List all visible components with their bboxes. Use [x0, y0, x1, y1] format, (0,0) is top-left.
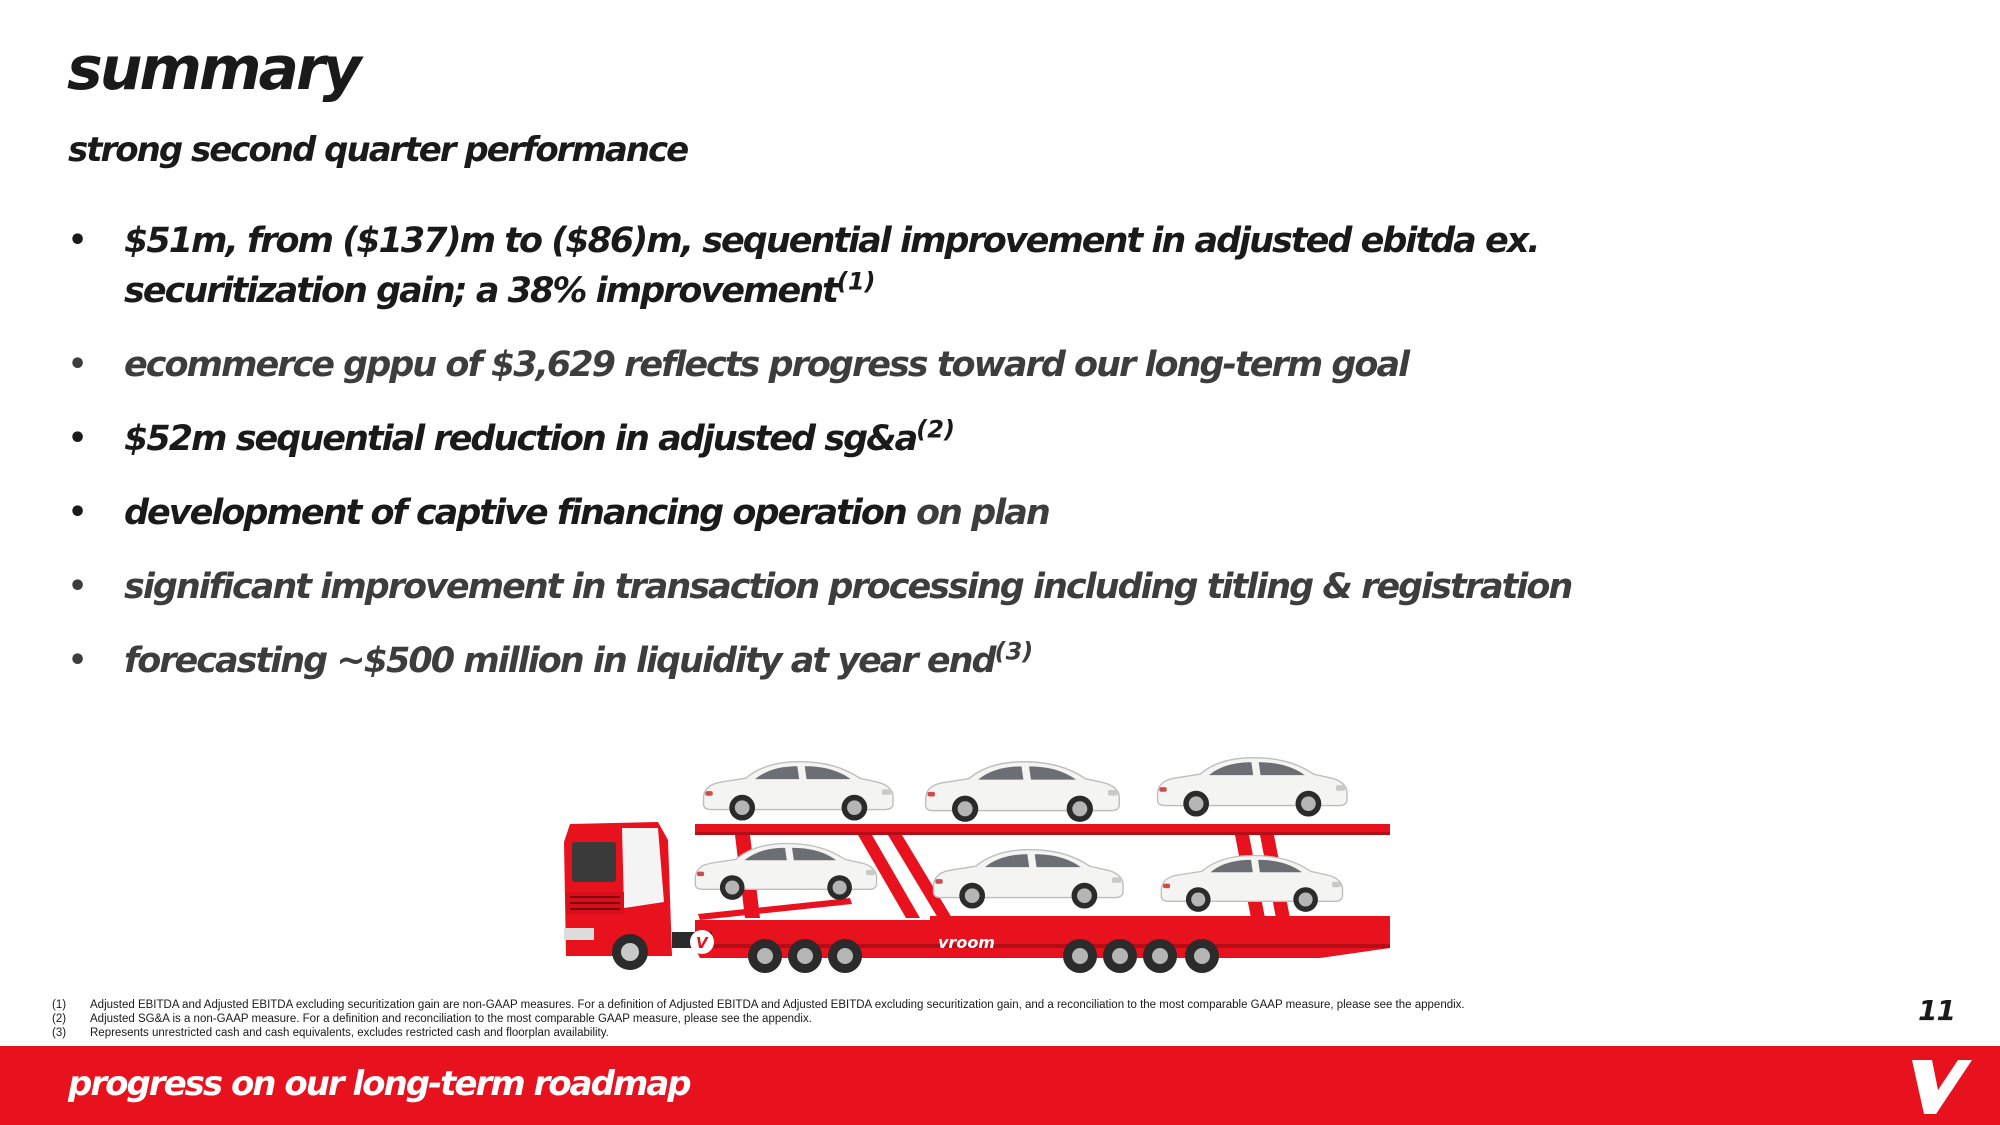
- bullet-dot-icon: •: [68, 643, 88, 678]
- footnote-text: Adjusted SG&A is a non-GAAP measure. For a definition and reconciliation to the most comparable GAAP measure, please see the appendix.: [90, 1013, 812, 1025]
- footer-tagline: progress on our long-term roadmap: [68, 1064, 690, 1104]
- bullet-item: [68, 488, 1768, 538]
- footnote-number: (2): [52, 1013, 67, 1025]
- bullet-item: [68, 340, 1768, 390]
- bullet-item: [68, 216, 1768, 316]
- bullet-dot-icon: •: [68, 569, 88, 604]
- car-transporter-truck-image: [560, 742, 1400, 982]
- footnote-ref: (1): [836, 267, 876, 296]
- bullet-text: $51m, from ($137)m to ($86)m, sequential improvement in adjusted ebitda ex. securitization gain; a 38% improvement: [124, 221, 1539, 311]
- footnote-number: (3): [52, 1027, 67, 1039]
- bullet-dot-icon: •: [68, 347, 88, 382]
- footnote: [52, 998, 1652, 1012]
- summary-bullet-list: [68, 216, 1768, 710]
- page-title: summary: [67, 34, 359, 104]
- page-subtitle: strong second quarter performance: [68, 130, 688, 170]
- bullet-item: [68, 414, 1768, 464]
- vroom-v-logo-icon: [1912, 1060, 1972, 1114]
- bullet-dot-icon: •: [68, 421, 88, 456]
- bullet-text: significant improvement in transaction processing including titling & registration: [124, 567, 1572, 607]
- footnote-text: Adjusted EBITDA and Adjusted EBITDA excluding securitization gain are non-GAAP measures. For a definition of Adjusted EBITDA and Adjusted EBITDA excluding securitization gain, and a reconciliation to the most comparable GAAP measure, please see the appendix.: [90, 999, 1465, 1011]
- footnote-ref: (2): [916, 415, 955, 444]
- bullet-item: [68, 636, 1768, 686]
- bullet-suffix: on plan: [916, 493, 1049, 533]
- bullet-item: [68, 562, 1768, 612]
- bullet-text: forecasting ~$500 million in liquidity at year end: [124, 641, 995, 681]
- footnote-ref: (3): [994, 637, 1034, 666]
- bullet-text: ecommerce gppu of $3,629 reflects progress toward our long-term goal: [124, 345, 1409, 385]
- footnotes: [52, 998, 1652, 1040]
- bullet-text: $52m sequential reduction in adjusted sg&a: [124, 419, 917, 459]
- bullet-dot-icon: •: [68, 495, 88, 530]
- page-number: 11: [1918, 994, 1955, 1027]
- footnote-number: (1): [52, 999, 67, 1011]
- bullet-dot-icon: •: [68, 223, 88, 258]
- footer-bar: [0, 1046, 2000, 1125]
- truck-brand-label: vroom: [938, 933, 995, 952]
- bullet-text: development of captive financing operation: [124, 493, 906, 533]
- car-transporter-truck-illustration: [560, 742, 1400, 982]
- svg-text:V: V: [696, 934, 708, 952]
- footnote: [52, 1012, 1652, 1026]
- footnote: [52, 1026, 1652, 1040]
- footnote-text: Represents unrestricted cash and cash equivalents, excludes restricted cash and floorplan availability.: [90, 1027, 609, 1039]
